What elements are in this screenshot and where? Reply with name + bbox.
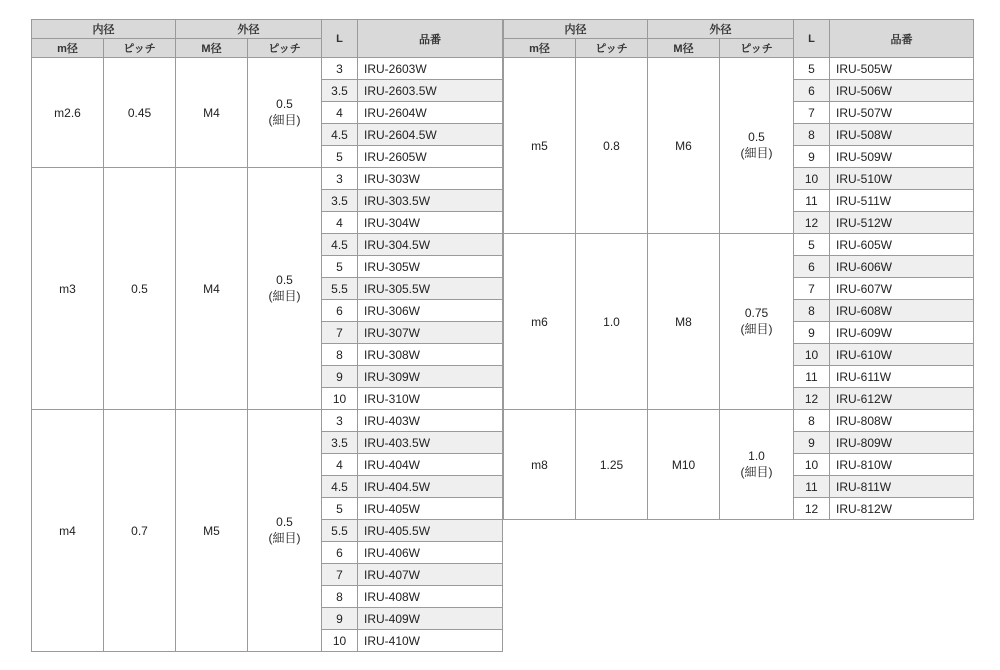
length-cell: 3: [322, 168, 358, 190]
length-cell: 7: [322, 564, 358, 586]
part-number-cell: IRU-609W: [830, 322, 974, 344]
part-number-cell: IRU-405.5W: [358, 520, 503, 542]
header-outer-m: M径: [176, 39, 248, 58]
part-number-cell: IRU-303W: [358, 168, 503, 190]
length-cell: 9: [794, 432, 830, 454]
length-cell: 8: [322, 586, 358, 608]
part-number-cell: IRU-608W: [830, 300, 974, 322]
length-cell: 3.5: [322, 432, 358, 454]
table-row: [32, 410, 503, 432]
outer-pitch-note: (細目): [740, 146, 773, 160]
part-number-cell: IRU-512W: [830, 212, 974, 234]
length-cell: 12: [794, 212, 830, 234]
part-number-cell: IRU-2604.5W: [358, 124, 503, 146]
length-cell: 4.5: [322, 124, 358, 146]
part-number-cell: IRU-505W: [830, 58, 974, 80]
part-number-cell: IRU-610W: [830, 344, 974, 366]
part-number-cell: IRU-410W: [358, 630, 503, 652]
length-cell: 9: [794, 322, 830, 344]
spec-table-left: [31, 19, 503, 652]
part-number-cell: IRU-611W: [830, 366, 974, 388]
table-row: [504, 234, 974, 256]
length-cell: 6: [322, 300, 358, 322]
length-cell: 10: [322, 630, 358, 652]
part-number-cell: IRU-409W: [358, 608, 503, 630]
inner-pitch-cell: 1.25: [576, 410, 648, 520]
outer-pitch-cell: [248, 410, 322, 652]
part-number-cell: IRU-510W: [830, 168, 974, 190]
part-number-cell: IRU-612W: [830, 388, 974, 410]
part-number-cell: IRU-406W: [358, 542, 503, 564]
length-cell: 8: [794, 124, 830, 146]
header-length: L: [794, 20, 830, 58]
length-cell: 8: [322, 344, 358, 366]
outer-pitch-value: 0.5: [748, 130, 765, 144]
inner-pitch-cell: 0.5: [104, 168, 176, 410]
outer-pitch-note: (細目): [268, 531, 301, 545]
length-cell: 5: [322, 256, 358, 278]
outer-pitch-cell: [248, 58, 322, 168]
outer-pitch-value: 0.5: [276, 515, 293, 529]
length-cell: 5: [322, 498, 358, 520]
length-cell: 11: [794, 190, 830, 212]
part-number-cell: IRU-2603.5W: [358, 80, 503, 102]
length-cell: 10: [794, 454, 830, 476]
length-cell: 3: [322, 410, 358, 432]
length-cell: 12: [794, 498, 830, 520]
table-row: [32, 168, 503, 190]
part-number-cell: IRU-407W: [358, 564, 503, 586]
header-outer-diameter: 外径: [648, 20, 794, 39]
part-number-cell: IRU-310W: [358, 388, 503, 410]
length-cell: 5.5: [322, 520, 358, 542]
length-cell: 3.5: [322, 80, 358, 102]
length-cell: 7: [322, 322, 358, 344]
header-inner-diameter: 内径: [32, 20, 176, 39]
header-inner-pitch: ピッチ: [576, 39, 648, 58]
length-cell: 7: [794, 102, 830, 124]
outer-pitch-cell: [248, 168, 322, 410]
outer-m-cell: M4: [176, 58, 248, 168]
outer-m-cell: M5: [176, 410, 248, 652]
table-body-left: [32, 58, 503, 652]
length-cell: 6: [322, 542, 358, 564]
inner-pitch-cell: 1.0: [576, 234, 648, 410]
outer-m-cell: M4: [176, 168, 248, 410]
part-number-cell: IRU-605W: [830, 234, 974, 256]
inner-pitch-cell: 0.45: [104, 58, 176, 168]
part-number-cell: IRU-303.5W: [358, 190, 503, 212]
outer-pitch-cell: [720, 58, 794, 234]
part-number-cell: IRU-307W: [358, 322, 503, 344]
inner-m-cell: m8: [504, 410, 576, 520]
part-number-cell: IRU-309W: [358, 366, 503, 388]
part-number-cell: IRU-305.5W: [358, 278, 503, 300]
part-number-cell: IRU-306W: [358, 300, 503, 322]
outer-pitch-value: 1.0: [748, 449, 765, 463]
outer-pitch-cell: [720, 410, 794, 520]
inner-pitch-cell: 0.8: [576, 58, 648, 234]
length-cell: 9: [322, 366, 358, 388]
part-number-cell: IRU-403W: [358, 410, 503, 432]
header-length: L: [322, 20, 358, 58]
outer-pitch-note: (細目): [268, 289, 301, 303]
header-outer-m: M径: [648, 39, 720, 58]
part-number-cell: IRU-508W: [830, 124, 974, 146]
length-cell: 11: [794, 366, 830, 388]
length-cell: 5.5: [322, 278, 358, 300]
part-number-cell: IRU-304W: [358, 212, 503, 234]
length-cell: 5: [794, 234, 830, 256]
inner-m-cell: m2.6: [32, 58, 104, 168]
length-cell: 8: [794, 410, 830, 432]
length-cell: 4: [322, 454, 358, 476]
length-cell: 5: [322, 146, 358, 168]
length-cell: 4: [322, 102, 358, 124]
part-number-cell: IRU-408W: [358, 586, 503, 608]
table-body-right: [504, 58, 974, 520]
table-row: [504, 58, 974, 80]
inner-m-cell: m5: [504, 58, 576, 234]
part-number-cell: IRU-812W: [830, 498, 974, 520]
length-cell: 11: [794, 476, 830, 498]
part-number-cell: IRU-404.5W: [358, 476, 503, 498]
length-cell: 4: [322, 212, 358, 234]
table-row: [504, 410, 974, 432]
length-cell: 6: [794, 256, 830, 278]
part-number-cell: IRU-405W: [358, 498, 503, 520]
length-cell: 3: [322, 58, 358, 80]
part-number-cell: IRU-308W: [358, 344, 503, 366]
part-number-cell: IRU-404W: [358, 454, 503, 476]
length-cell: 9: [794, 146, 830, 168]
part-number-cell: IRU-2605W: [358, 146, 503, 168]
outer-pitch-note: (細目): [268, 113, 301, 127]
part-number-cell: IRU-811W: [830, 476, 974, 498]
header-outer-pitch: ピッチ: [248, 39, 322, 58]
inner-m-cell: m6: [504, 234, 576, 410]
outer-pitch-value: 0.5: [276, 273, 293, 287]
length-cell: 4.5: [322, 476, 358, 498]
spec-table-right: [503, 19, 974, 520]
outer-m-cell: M8: [648, 234, 720, 410]
part-number-cell: IRU-606W: [830, 256, 974, 278]
outer-pitch-value: 0.75: [744, 306, 769, 320]
part-number-cell: IRU-403.5W: [358, 432, 503, 454]
part-number-cell: IRU-808W: [830, 410, 974, 432]
header-outer-diameter: 外径: [176, 20, 322, 39]
length-cell: 4.5: [322, 234, 358, 256]
part-number-cell: IRU-2603W: [358, 58, 503, 80]
part-number-cell: IRU-305W: [358, 256, 503, 278]
inner-m-cell: m4: [32, 410, 104, 652]
header-inner-pitch: ピッチ: [104, 39, 176, 58]
header-outer-pitch: ピッチ: [720, 39, 794, 58]
header-inner-m: m径: [504, 39, 576, 58]
length-cell: 9: [322, 608, 358, 630]
outer-pitch-note: (細目): [740, 465, 773, 479]
outer-pitch-cell: [720, 234, 794, 410]
inner-pitch-cell: 0.7: [104, 410, 176, 652]
header-inner-diameter: 内径: [504, 20, 648, 39]
outer-m-cell: M6: [648, 58, 720, 234]
part-number-cell: IRU-2604W: [358, 102, 503, 124]
outer-m-cell: M10: [648, 410, 720, 520]
length-cell: 10: [794, 168, 830, 190]
part-number-cell: IRU-511W: [830, 190, 974, 212]
outer-pitch-value: 0.5: [276, 97, 293, 111]
length-cell: 3.5: [322, 190, 358, 212]
outer-pitch-note: (細目): [740, 322, 773, 336]
part-number-cell: IRU-810W: [830, 454, 974, 476]
part-number-cell: IRU-809W: [830, 432, 974, 454]
length-cell: 12: [794, 388, 830, 410]
part-number-cell: IRU-509W: [830, 146, 974, 168]
part-number-cell: IRU-304.5W: [358, 234, 503, 256]
header-part-number: 品番: [358, 20, 503, 58]
table-row: [32, 58, 503, 80]
inner-m-cell: m3: [32, 168, 104, 410]
part-number-cell: IRU-506W: [830, 80, 974, 102]
length-cell: 7: [794, 278, 830, 300]
header-part-number: 品番: [830, 20, 974, 58]
length-cell: 8: [794, 300, 830, 322]
length-cell: 10: [794, 344, 830, 366]
length-cell: 5: [794, 58, 830, 80]
part-number-cell: IRU-507W: [830, 102, 974, 124]
part-number-cell: IRU-607W: [830, 278, 974, 300]
header-inner-m: m径: [32, 39, 104, 58]
length-cell: 10: [322, 388, 358, 410]
length-cell: 6: [794, 80, 830, 102]
